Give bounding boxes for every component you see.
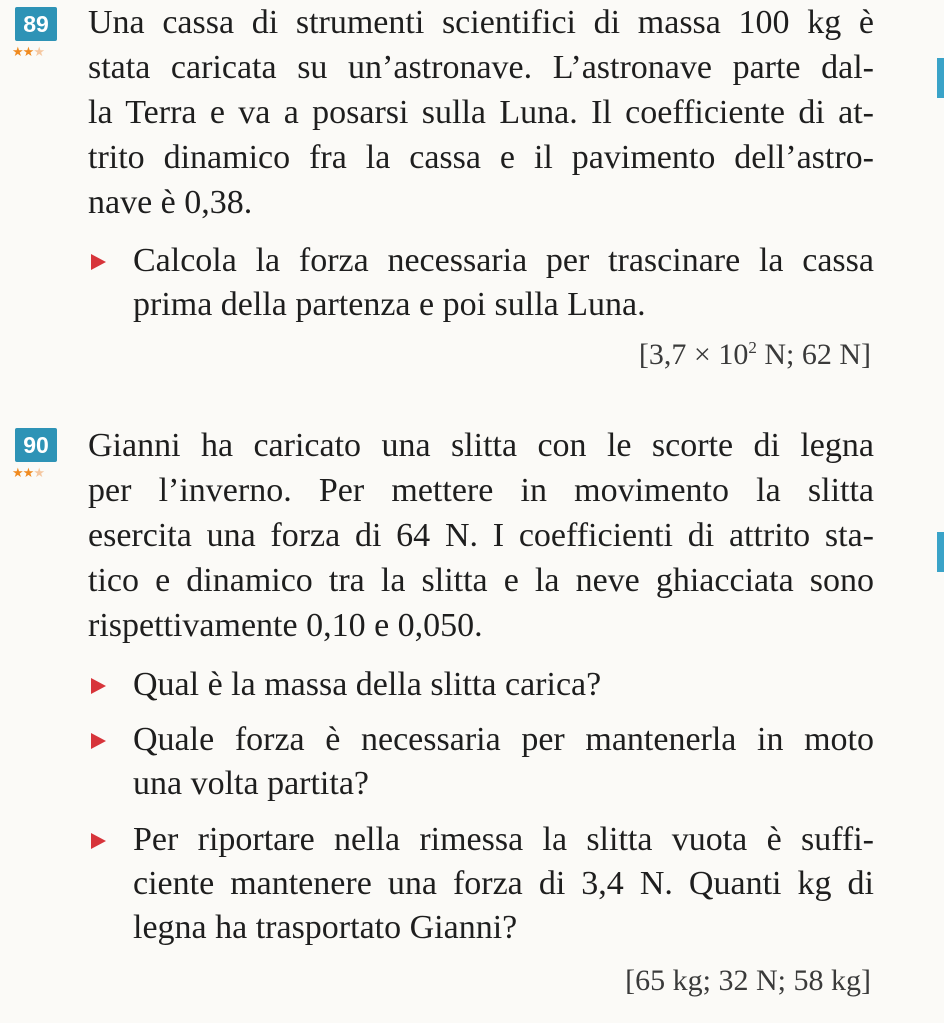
statement-line: nave è 0,38. — [88, 184, 253, 221]
page-edge-mark — [937, 58, 944, 98]
question-line: legna ha trasportato Gianni? — [133, 909, 518, 946]
question-text — [133, 239, 874, 327]
answer-prefix: [3,7 × 10 — [638, 338, 749, 371]
question-text — [133, 818, 874, 950]
question-text — [133, 718, 874, 806]
question-line: Per riportare nella rimessa la slitta vuota è suffi- — [133, 821, 874, 858]
statement-line: tico e dinamico tra la slitta e la neve ghiacciata sono — [88, 562, 874, 599]
difficulty-star-filled-icon: ★★ — [12, 45, 34, 60]
problem-statement — [88, 423, 874, 648]
red-arrow-bullet-icon — [91, 733, 106, 749]
difficulty-star-empty-icon: ★ — [33, 45, 44, 60]
statement-line: la Terra e va a posarsi sulla Luna. Il coefficiente di at- — [88, 94, 874, 131]
answer-exponent: 2 — [748, 338, 757, 357]
problem-number-badge: 90 — [15, 428, 57, 462]
red-arrow-bullet-icon — [91, 254, 106, 270]
page-edge-mark — [937, 532, 944, 572]
statement-line: esercita una forza di 64 N. I coefficienti di attrito sta- — [88, 517, 874, 554]
answer-key — [639, 337, 871, 373]
question-line: Qual è la massa della slitta carica? — [133, 666, 602, 703]
problem-number-badge: 89 — [15, 7, 57, 41]
statement-line: trito dinamico fra la cassa e il pavimento dell’astro- — [88, 139, 874, 176]
difficulty-stars — [12, 467, 66, 481]
statement-line: rispettivamente 0,10 e 0,050. — [88, 607, 483, 644]
question-line: ciente mantenere una forza di 3,4 N. Quanti kg di — [133, 865, 874, 902]
red-arrow-bullet-icon — [91, 678, 106, 694]
statement-line: Una cassa di strumenti scientifici di massa 100 kg è — [88, 4, 874, 41]
question-text — [133, 663, 874, 707]
problem-statement — [88, 0, 874, 225]
difficulty-star-empty-icon: ★ — [33, 466, 44, 481]
statement-line: Gianni ha caricato una slitta con le scorte di legna — [88, 427, 874, 464]
difficulty-stars — [12, 46, 66, 60]
statement-line: per l’inverno. Per mettere in movimento la slitta — [88, 472, 874, 509]
question-line: Calcola la forza necessaria per trascinare la cassa — [133, 242, 874, 279]
difficulty-star-filled-icon: ★★ — [12, 466, 34, 481]
question-line: una volta partita? — [133, 765, 370, 802]
answer-suffix: N; 62 N] — [756, 338, 871, 371]
statement-line: stata caricata su un’astronave. L’astronave parte dal- — [88, 49, 874, 86]
red-arrow-bullet-icon — [91, 833, 106, 849]
question-line: prima della partenza e poi sulla Luna. — [133, 286, 646, 323]
question-line: Quale forza è necessaria per mantenerla in moto — [133, 721, 874, 758]
answer-key: [65 kg; 32 N; 58 kg] — [625, 964, 871, 997]
